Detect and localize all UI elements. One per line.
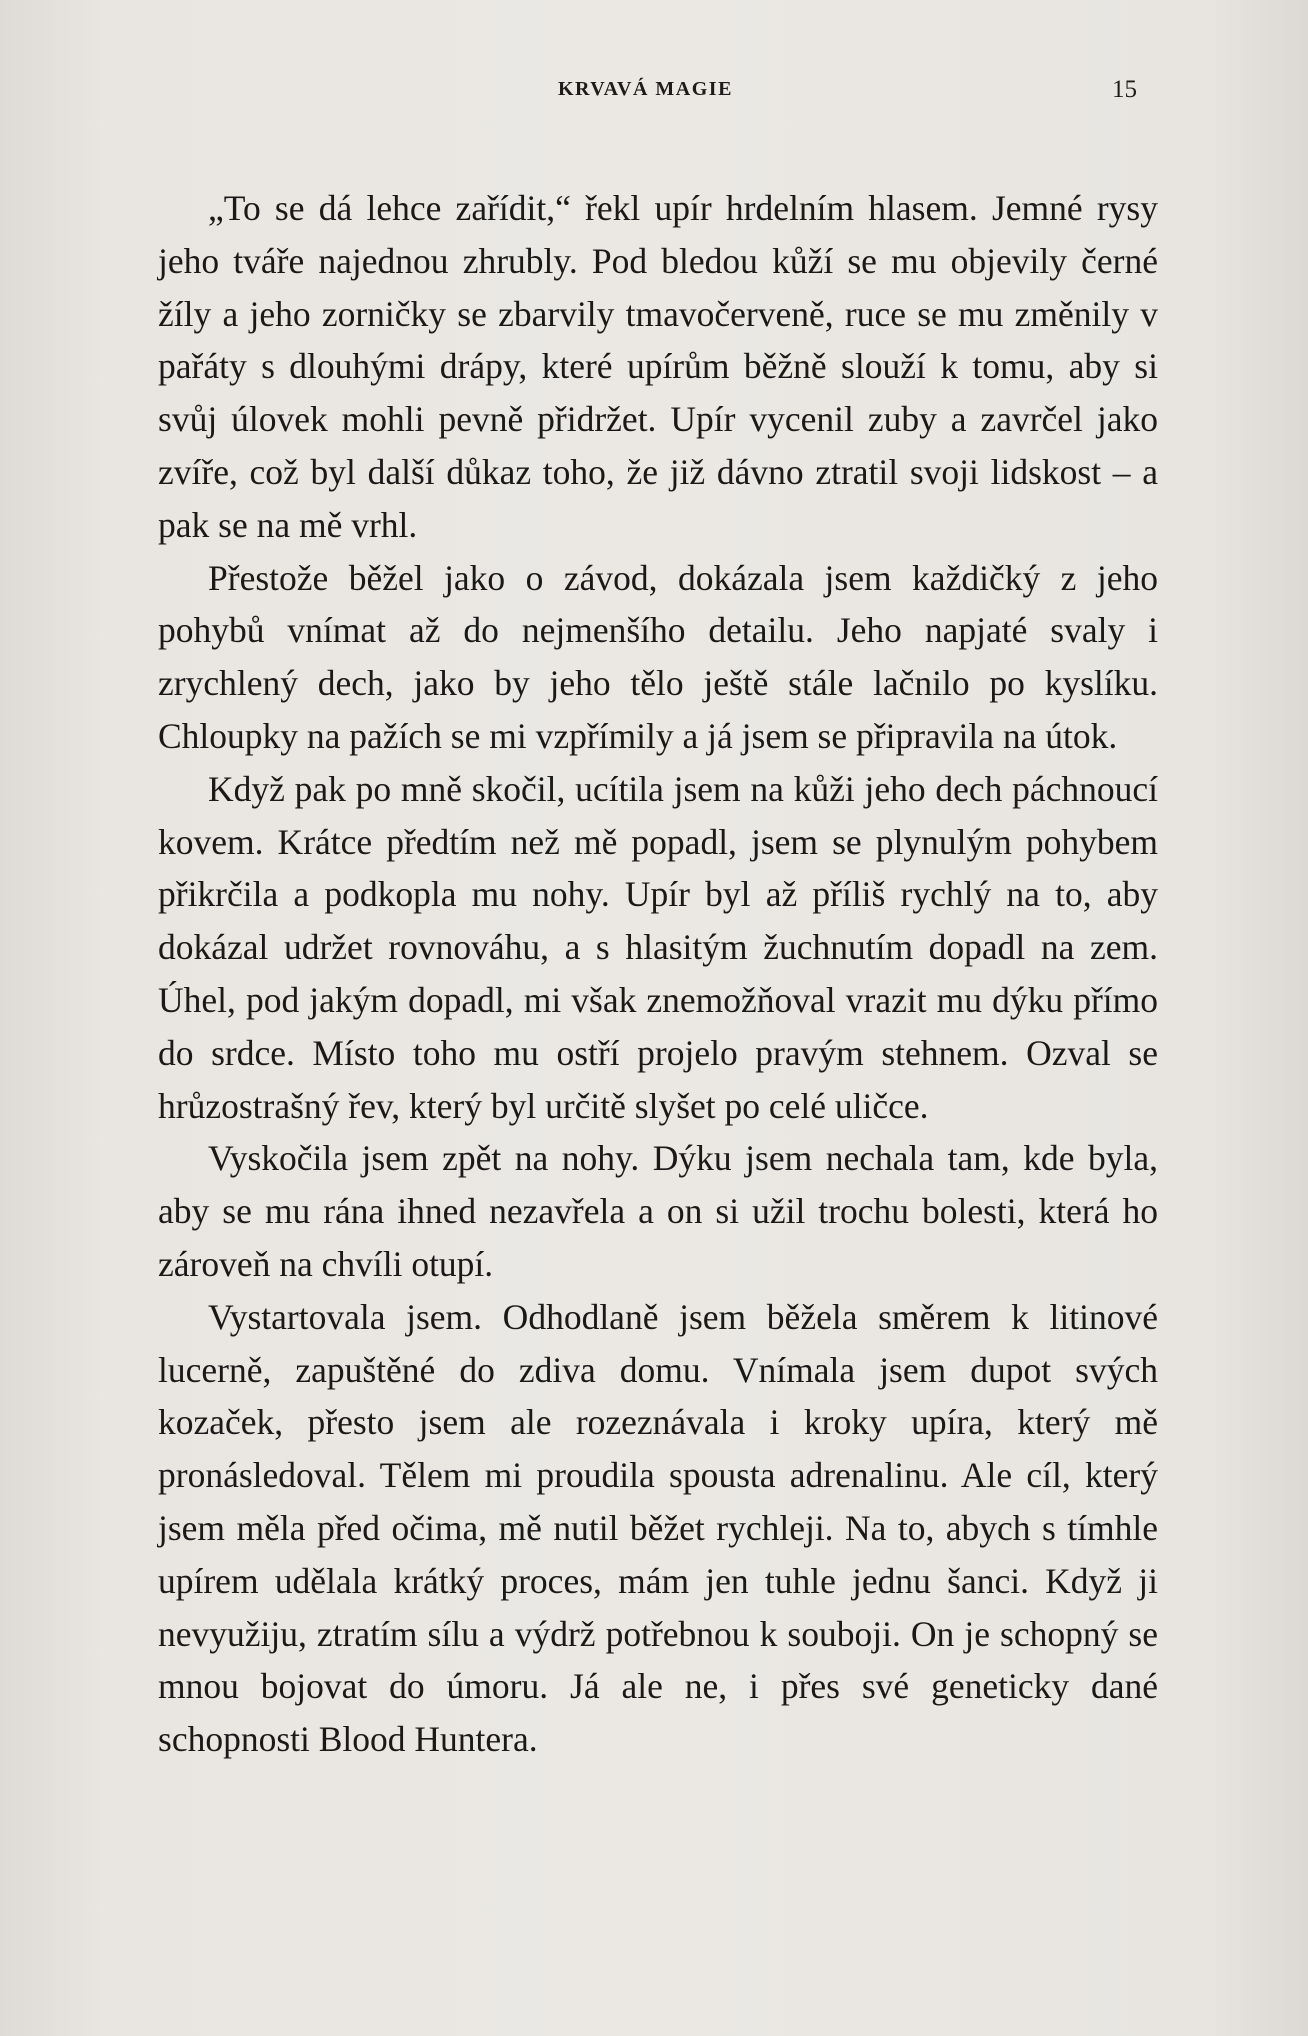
paragraph: Vystartovala jsem. Odhodlaně jsem běžela směrem k litinové lucerně, zapuštěné do zdiva domu. Vnímala jsem dupot svých kozaček, přesto jsem ale rozeznávala i kroky upíra, který mě pronásledoval. Tělem mi proudila spousta adrenalinu. Ale cíl, který jsem měla před očima, mě nutil běžet rychleji. Na to, abych s tímhle upírem udělala krátký proces, mám jen tuhle jednu šanci. Když ji nevyužiju, ztratím sílu a výdrž potřebnou k souboji. On je schopný se mnou bojovat do úmoru. Já ale ne, i přes své geneticky dané schopnosti Blood Huntera. [158,1296,1158,1760]
paragraph: Přestože běžel jako o závod, dokázala jsem každičký z jeho pohybů vnímat až do nejmenšího detailu. Jeho napjaté svaly i zrychlený dech, jako by jeho tělo ještě stále lačnilo po kyslíku. Chloupky na pažích se mi vzpřímily a já jsem se připravila na útok. [158,557,1158,756]
body-text [158,182,1158,1766]
page-number: 15 [1112,76,1137,103]
paragraph: Když pak po mně skočil, ucítila jsem na kůži jeho dech páchnoucí kovem. Krátce předtím než mě popadl, jsem se plynulým pohybem přikrčila a podkopla mu nohy. Upír byl až příliš rychlý na to, aby dokázal udržet rovnováhu, a s hlasitým žuchnutím dopadl na zem. Úhel, pod jakým dopadl, mi však znemožňoval vrazit mu dýku přímo do srdce. Místo toho mu ostří projelo pravým stehnem. Ozval se hrůzostrašný řev, který byl určitě slyšet po celé uličce. [158,768,1158,1126]
paragraph: Vyskočila jsem zpět na nohy. Dýku jsem nechala tam, kde byla, aby se mu rána ihned nezavřela a on si užil trochu bolesti, která ho zároveň na chvíli otupí. [158,1138,1158,1284]
running-head [0,78,1308,108]
paragraph: „To se dá lehce zařídit,“ řekl upír hrdelním hlasem. Jemné rysy jeho tváře najednou zhrubly. Pod bledou kůží se mu objevily černé žíly a jeho zorničky se zbarvily tmavočerveně, ruce se mu změnily v pařáty s dlouhými drápy, které upírům běžně slouží k tomu, aby si svůj úlovek mohli pevně přidržet. Upír vycenil zuby a zavrčel jako zvíře, což byl další důkaz toho, že již dávno ztratil svoji lidskost – a pak se na mě vrhl. [158,188,1158,545]
running-title: KRVAVÁ MAGIE [558,78,733,100]
